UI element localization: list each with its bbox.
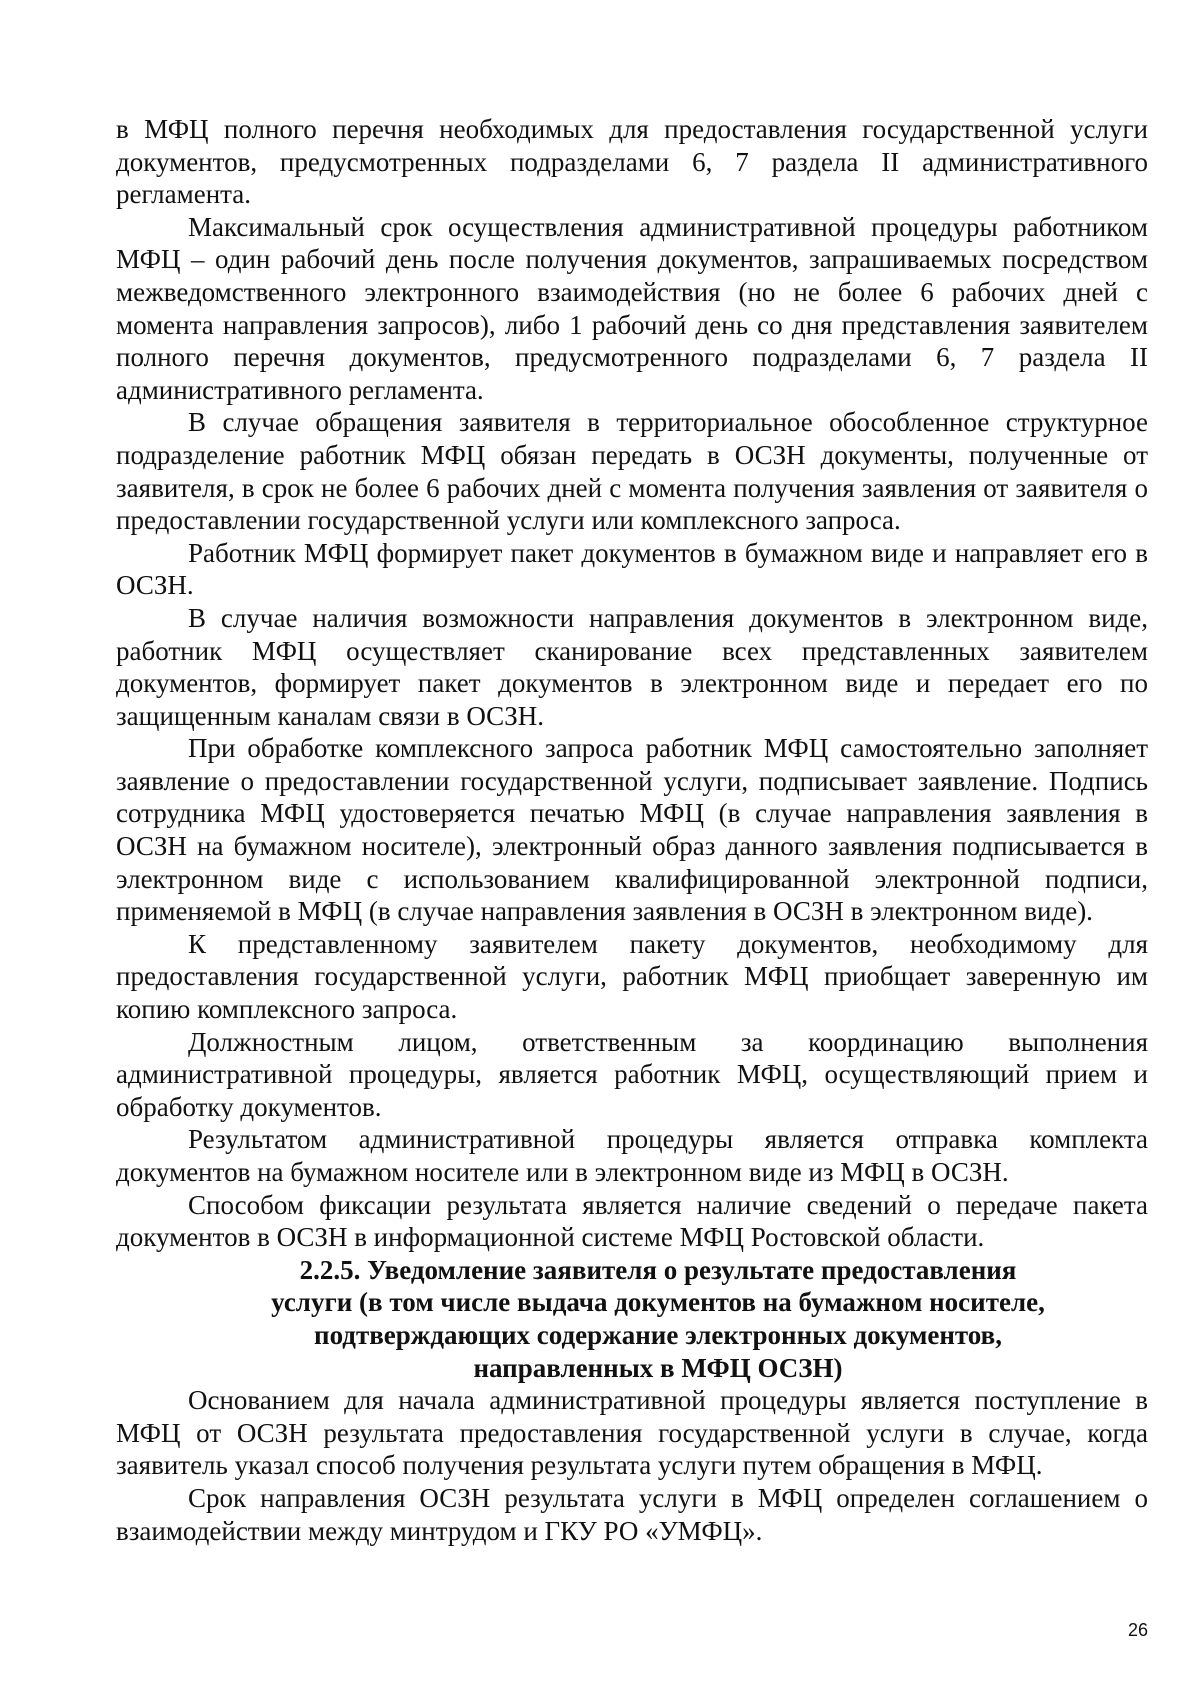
paragraph-paper-package: Работник МФЦ формирует пакет документов в бумажном виде и направляет его в ОСЗН. [116, 537, 1148, 601]
document-body [116, 113, 1148, 1547]
paragraph-procedure-basis: Основанием для начала административной процедуры является поступление в МФЦ от ОСЗН результата предоставления государственной услуги в случае, когда заявитель указал способ получения результата услуги путем обращения в МФЦ. [116, 1385, 1148, 1481]
paragraph-max-term: Максимальный срок осуществления административной процедуры работником МФЦ – один рабочий день после получения документов, запрашиваемых посредством межведомственного электронного взаимодействия (но не более 6 рабочих дней с момента направления запросов), либо 1 рабочий день со дня представления заявителем полного перечня документов, предусмотренного подразделами 6, 7 раздела II административного регламента. [116, 211, 1148, 405]
paragraph-electronic-package: В случае наличия возможности направления документов в электронном виде, работник МФЦ осуществляет сканирование всех представленных заявителем документов, формирует пакет документов в электронном виде и передает его по защищенным каналам связи в ОСЗН. [116, 602, 1148, 731]
paragraph-territorial-division: В случае обращения заявителя в территориальное обособленное структурное подразделение работник МФЦ обязан передать в ОСЗН документы, полученные от заявителя, в срок не более 6 рабочих дней с момента получения заявления от заявителя о предоставлении государственной услуги или комплексного запроса. [116, 407, 1148, 536]
heading-line: подтверждающих содержание электронных документов, [314, 1319, 1002, 1350]
section-heading-2-2-5 [116, 1254, 1148, 1384]
paragraph-procedure-result: Результатом административной процедуры является отправка комплекта документов на бумажном носителе или в электронном виде из МФЦ в ОСЗН. [116, 1124, 1148, 1187]
paragraph-result-term: Срок направления ОСЗН результата услуги в МФЦ определен соглашением о взаимодействии между минтрудом и ГКУ РО «УМФЦ». [116, 1482, 1148, 1546]
paragraph-result-fixation: Способом фиксации результата является наличие сведений о передаче пакета документов в ОСЗН в информационной системе МФЦ Ростовской области. [116, 1189, 1148, 1253]
heading-line: направленных в МФЦ ОСЗН) [473, 1352, 843, 1383]
heading-line: услуги (в том числе выдача документов на бумажном носителе, [271, 1287, 1045, 1318]
heading-line: 2.2.5. Уведомление заявителя о результате предоставления [299, 1254, 1017, 1285]
paragraph-responsible-official: Должностным лицом, ответственным за координацию выполнения административной процедуры, является работник МФЦ, осуществляющий прием и обработку документов. [116, 1026, 1148, 1122]
paragraph-complex-request: При обработке комплексного запроса работник МФЦ самостоятельно заполняет заявление о предоставлении государственной услуги, подписывает заявление. Подпись сотрудника МФЦ удостоверяется печатью МФЦ (в случае направления заявления в ОСЗН на бумажном носителе), электронный образ данного заявления подписывается в электронном виде с использованием квалифицированной электронной подписи, применяемой в МФЦ (в случае направления заявления в ОСЗН в электронном виде). [116, 733, 1148, 927]
paragraph-continuation: в МФЦ полного перечня необходимых для предоставления государственной услуги документов, предусмотренных подразделами 6, 7 раздела II административного регламента. [116, 114, 1148, 210]
paragraph-certified-copy: К представленному заявителем пакету документов, необходимому для предоставления государственной услуги, работник МФЦ приобщает заверенную им копию комплексного запроса. [116, 928, 1148, 1025]
page-number: 26 [1127, 1620, 1148, 1640]
